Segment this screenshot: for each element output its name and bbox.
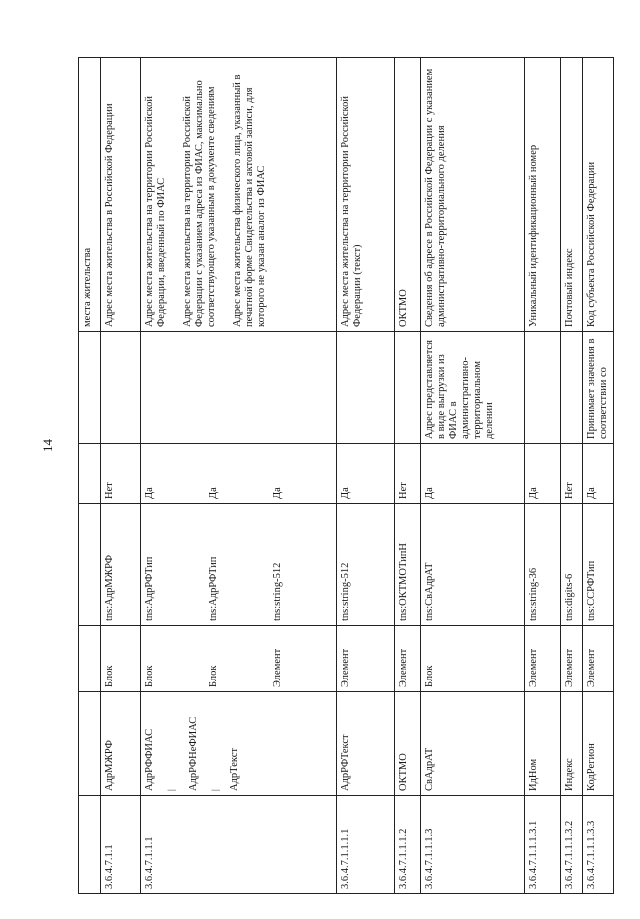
cell-description: Адрес места жительства в Российской Федерации [101,58,141,332]
document-table-rotated [78,58,610,894]
cell-description: места жительства [79,58,101,332]
cell-id: 3.6.4.7.1.1.1.3.3 [583,796,614,894]
table-row [421,58,525,894]
table-row [141,58,337,894]
cell-type: tns:АдрМЖРФ [101,504,141,626]
cell-kind: Элемент [525,626,561,692]
cell-note [337,332,395,444]
cell-name: ИдНом [525,692,561,796]
cell-required: Да [144,487,155,499]
cell-type: tns:string-512 [337,504,395,626]
cell-note [101,332,141,444]
cell-type: tns:АдрРФТип [144,556,155,621]
cell-required: Да [337,444,395,504]
cell-required: Нет [561,444,583,504]
cell-required: Да [208,487,220,499]
cell-kind: Элемент [272,648,284,687]
cell-kind: Элемент [337,626,395,692]
cell-name: Индекс [561,692,583,796]
cell-id: 3.6.4.7.1.1.1.3.2 [561,796,583,894]
cell-note [561,332,583,444]
cell-type: tns:string-36 [525,504,561,626]
cell-description: Адрес места жительства на территории Российской Федерации с указанием адреса из ФИАС, максимально соответствующего указанным в документе сведениям [182,80,218,327]
cell-description: Адрес места жительства на территории Российской Федерации (текст) [337,58,395,332]
cell-name: ОКТМО [395,692,421,796]
cell-required: Нет [101,444,141,504]
cell-description: Сведения об адресе в Российской Федерации с указанием административно-территориального деления [421,58,525,332]
cell-required: Да [583,444,614,504]
bracket-mark-icon: | [210,789,221,791]
cell-kind: Элемент [561,626,583,692]
cell-name: АдрМЖРФ [101,692,141,796]
table-row [101,58,141,894]
cell-type: tns:digits-6 [561,504,583,626]
cell-name: СвАдрАТ [421,692,525,796]
cell-name: АдрРФТекст [337,692,395,796]
table-row [395,58,421,894]
table-row [561,58,583,894]
cell-required: Да [525,444,561,504]
cell-id: 3.6.4.7.1.1.1 [141,796,337,894]
cell-id: 3.6.4.7.1.1.1.3.1 [525,796,561,894]
cell-description: Адрес места жительства на территории Российской Федерации, введенный по ФИАС [144,96,168,327]
cell-kind: Элемент [583,626,614,692]
bracket-mark-icon: | [166,789,177,791]
cell-id: 3.6.4.7.1.1.1.3 [421,796,525,894]
cell-name: КодРегион [583,692,614,796]
cell-id: 3.6.4.7.1.1.1.1 [337,796,395,894]
cell-type: tns:string-512 [272,562,284,621]
table-row [525,58,561,894]
cell-note [141,332,337,444]
cell-type: tns:ССРФТип [583,504,614,626]
table-row [79,58,101,894]
cell-required: Да [272,487,284,499]
cell-description: ОКТМО [395,58,421,332]
cell-name: АдрРФНеФИАС [188,716,200,791]
cell-description: Почтовый индекс [561,58,583,332]
cell-kind: Блок [208,665,220,687]
cell-kind: Элемент [395,626,421,692]
cell-kind: Блок [144,665,155,687]
cell-id: 3.6.4.7.1.1.1.2 [395,796,421,894]
cell-note [395,332,421,444]
cell-required: Да [421,444,525,504]
cell-kind: Блок [101,626,141,692]
cell-description: Уникальный идентификационный номер [525,58,561,332]
cell-description: Адрес места жительства физического лица, указанный в печатной форме Свидетельства и актовой записи, для которого не указан аналог из ФИАС [232,74,268,327]
cell-kind: Блок [421,626,525,692]
cell-description: Код субъекта Российской Федерации [583,58,614,332]
requisites-table [78,57,614,894]
cell-id: 3.6.4.7.1.1 [101,796,141,894]
cell-name: АдрТекст [228,748,240,791]
page-number: 14 [40,439,55,452]
cell-note: Принимает значения в соответствии со [583,332,614,444]
cell-note: Адрес представляется в виде выгрузки из ФИАС в административно-территориальном делении [421,332,525,444]
cell-type: tns:АдрРФТип [208,556,220,621]
cell-type: tns:ОКТМОТипН [395,504,421,626]
cell-name: АдрРФФИАС [144,728,155,791]
cell-type: tns:СвАдрАТ [421,504,525,626]
table-row [337,58,395,894]
cell-note [525,332,561,444]
table-row [583,58,614,894]
cell-required: Нет [395,444,421,504]
